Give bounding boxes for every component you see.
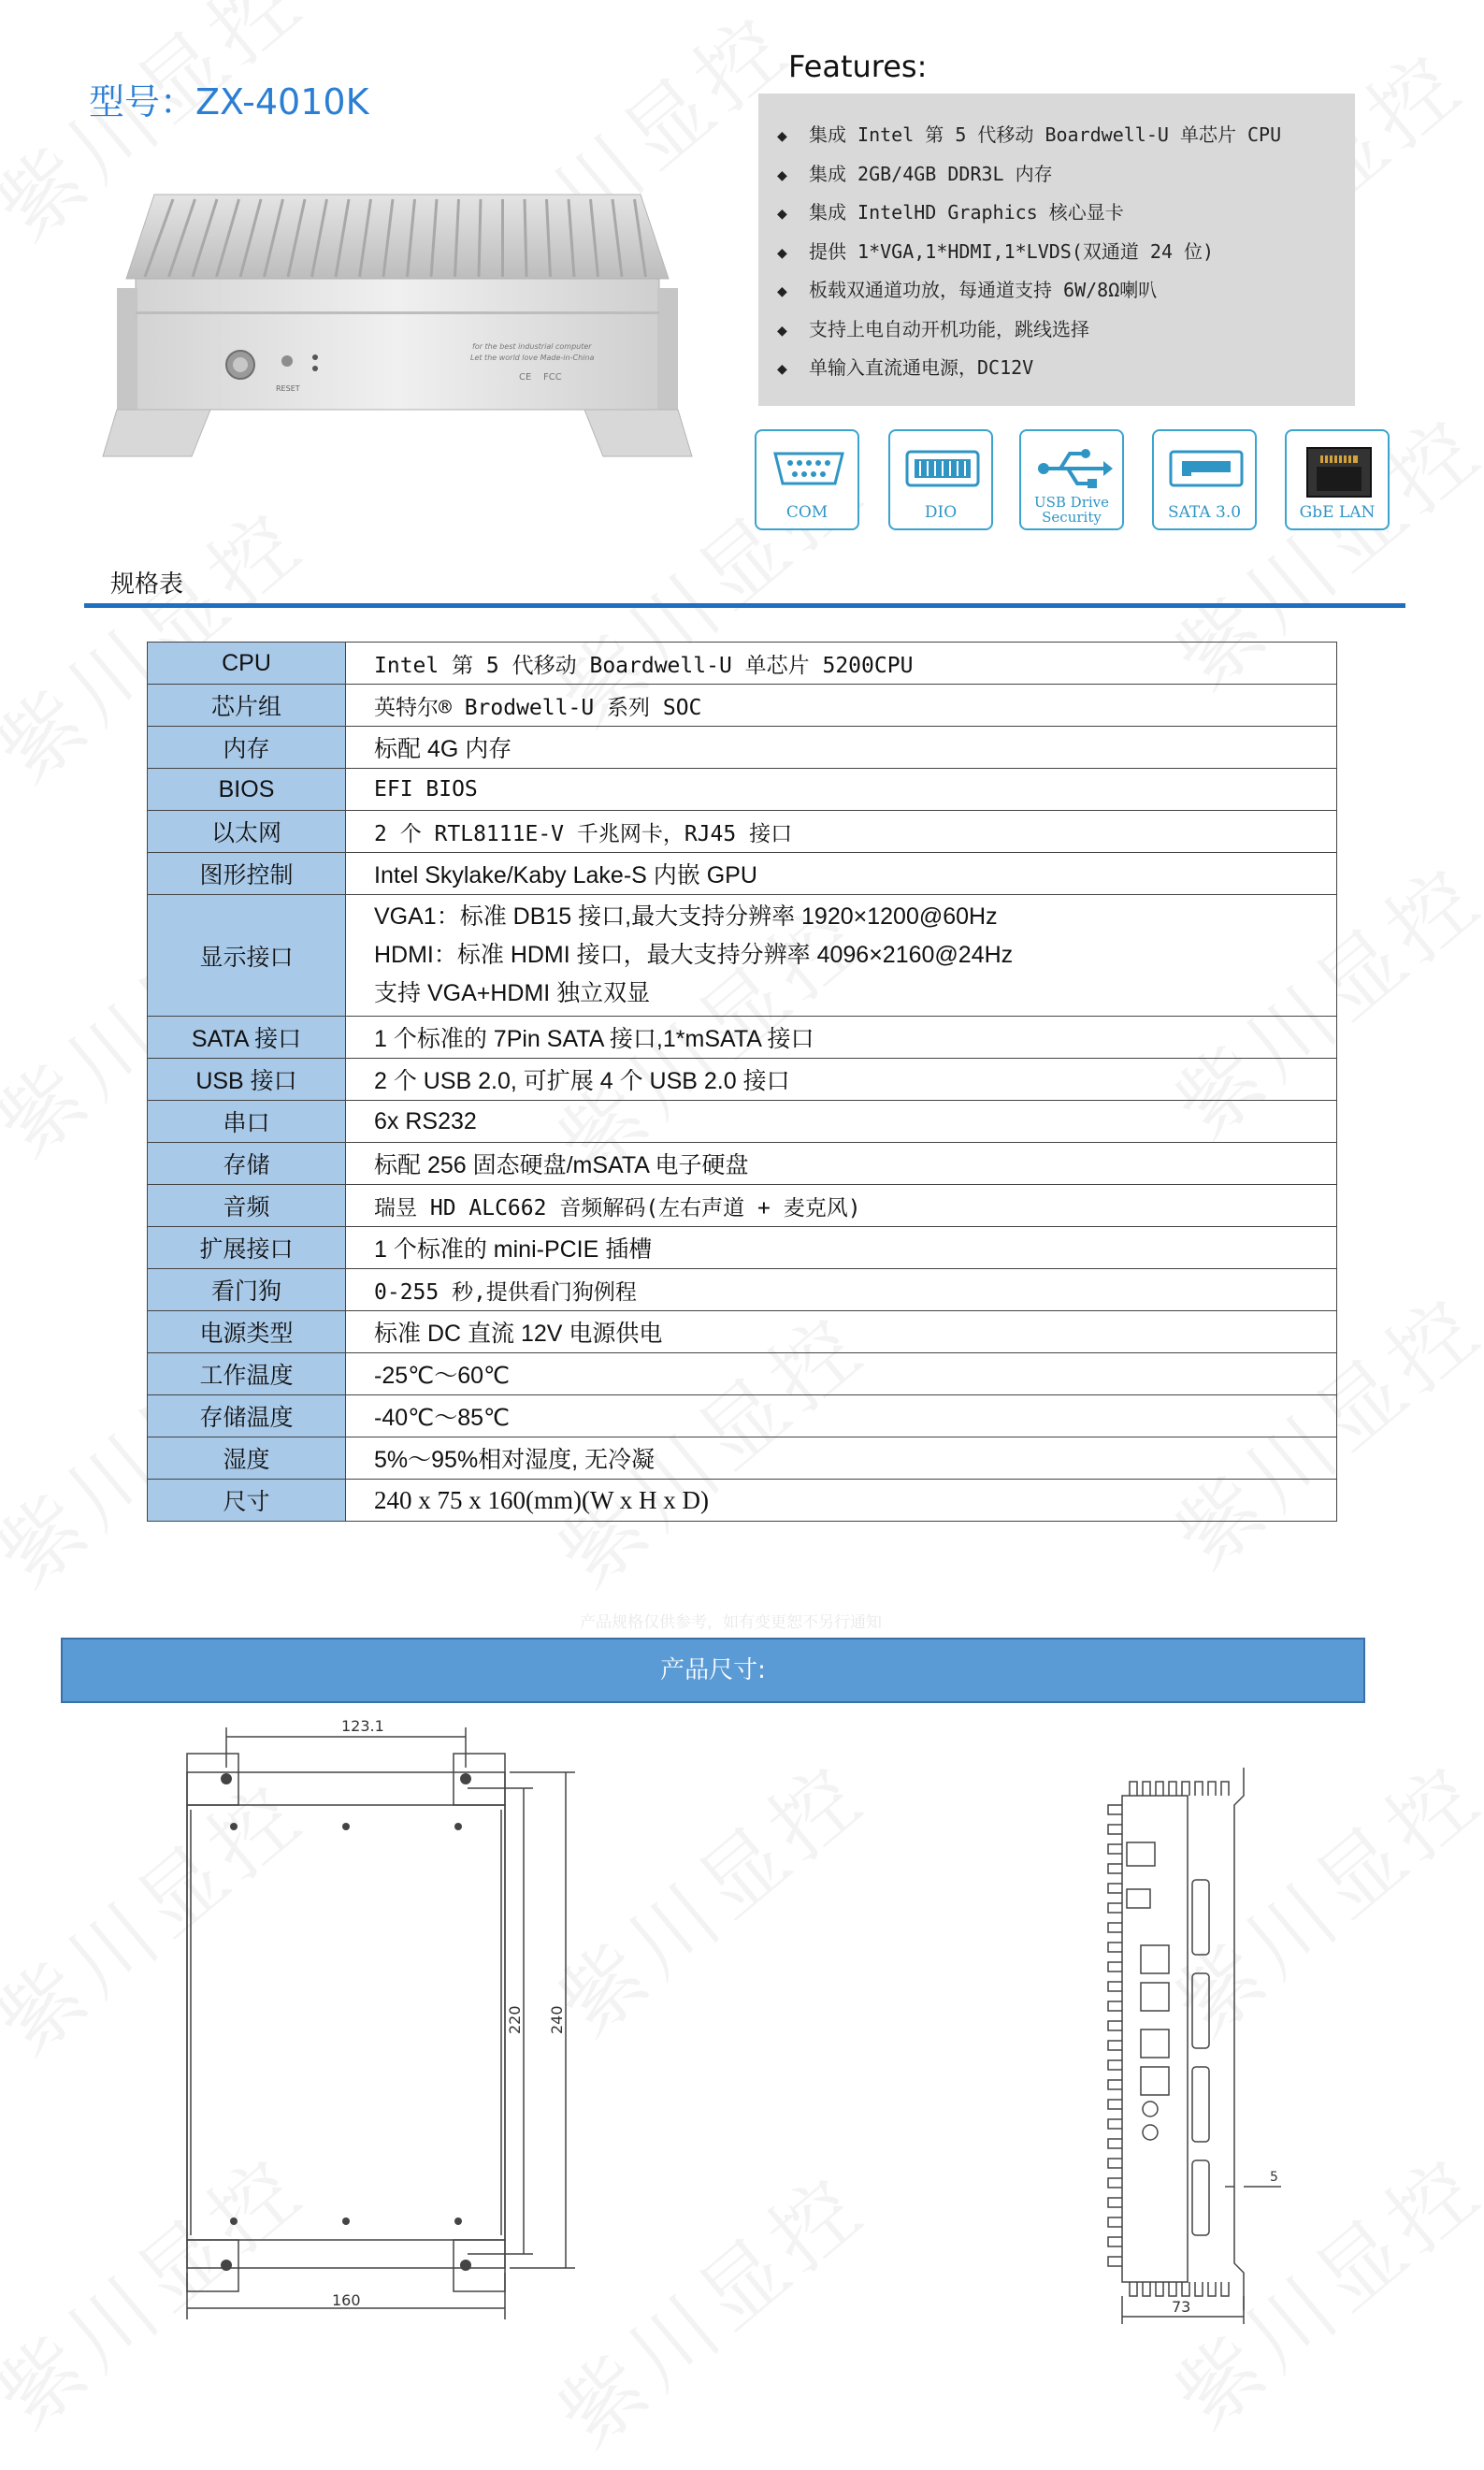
top-view-drawing — [150, 1707, 711, 2329]
spec-row — [148, 1185, 1337, 1227]
spec-row — [148, 811, 1337, 853]
spec-value: 240 x 75 x 160(mm)(W x H x D) — [346, 1480, 1337, 1522]
dim-side-offset: 5 — [1270, 2170, 1278, 2185]
features-title: Features: — [788, 49, 928, 84]
spec-key: 音频 — [148, 1185, 346, 1227]
spec-table — [147, 642, 1337, 1522]
diamond-bullet-icon: ◆ — [777, 126, 787, 146]
dim-bottom-width: 160 — [332, 2291, 361, 2309]
diamond-bullet-icon: ◆ — [777, 242, 787, 263]
ethernet-port-icon — [1300, 444, 1378, 500]
feature-item — [777, 233, 1355, 272]
dimension-banner: 产品尺寸: — [61, 1638, 1365, 1703]
feature-item — [777, 271, 1355, 311]
spec-value: 1 个标准的 mini-PCIE 插槽 — [346, 1227, 1337, 1269]
front-text-2: Let the world love Made-in-China — [470, 354, 595, 362]
feature-item — [777, 194, 1355, 233]
spec-key: 存储温度 — [148, 1395, 346, 1437]
spec-key: 图形控制 — [148, 853, 346, 895]
spec-key: 扩展接口 — [148, 1227, 346, 1269]
diamond-bullet-icon: ◆ — [777, 359, 787, 379]
spec-row — [148, 1017, 1337, 1059]
spec-value: -40℃～85℃ — [346, 1395, 1337, 1437]
spec-key: 工作温度 — [148, 1353, 346, 1395]
feature-item — [777, 116, 1355, 155]
ce-mark: CE — [519, 372, 532, 383]
spec-key: 尺寸 — [148, 1480, 346, 1522]
usb-icon — [1034, 444, 1113, 493]
spec-heading: 规格表 — [110, 571, 184, 599]
spec-divider — [84, 603, 1405, 608]
feature-text: 集成 Intel 第 5 代移动 Boardwell-U 单芯片 CPU — [809, 123, 1282, 146]
serial-port-icon — [770, 444, 848, 493]
spec-key: 显示接口 — [148, 895, 346, 1017]
spec-value-line: HDMI：标准 HDMI 接口，最大支持分辨率 4096×2160@24Hz — [374, 942, 1014, 968]
interface-label: USB Drive Security — [1033, 494, 1110, 526]
interface-lan — [1285, 429, 1390, 530]
spec-value: 5%～95%相对湿度, 无冷凝 — [346, 1437, 1337, 1480]
spec-row — [148, 1480, 1337, 1522]
feature-text: 集成 2GB/4GB DDR3L 内存 — [809, 162, 1053, 185]
features-list — [758, 94, 1355, 388]
disclaimer: 产品规格仅供参考，如有变更恕不另行通知 — [580, 1613, 882, 1632]
spec-key: 存储 — [148, 1143, 346, 1185]
feature-item — [777, 311, 1355, 350]
interface-usb — [1019, 429, 1124, 530]
spec-value: 英特尔® Brodwell-U 系列 SOC — [346, 685, 1337, 727]
spec-row — [148, 1101, 1337, 1143]
spec-value: 标配 256 固态硬盘/mSATA 电子硬盘 — [346, 1143, 1337, 1185]
spec-key: 以太网 — [148, 811, 346, 853]
spec-value: 6x RS232 — [346, 1101, 1337, 1143]
fcc-mark: FCC — [543, 372, 562, 383]
spec-row — [148, 685, 1337, 727]
spec-value: Intel Skylake/Kaby Lake-S 内嵌 GPU — [346, 853, 1337, 895]
model-title: 型号：ZX-4010K — [89, 81, 369, 123]
spec-row — [148, 769, 1337, 811]
dim-inner-height: 220 — [506, 2005, 524, 2034]
spec-value: 1 个标准的 7Pin SATA 接口,1*mSATA 接口 — [346, 1017, 1337, 1059]
spec-key: 看门狗 — [148, 1269, 346, 1311]
dio-connector-icon — [903, 444, 982, 493]
side-view-drawing — [1057, 1758, 1300, 2329]
diamond-bullet-icon: ◆ — [777, 165, 787, 185]
reset-button-icon — [281, 355, 293, 367]
interface-label: SATA 3.0 — [1167, 503, 1242, 522]
spec-value: -25℃～60℃ — [346, 1353, 1337, 1395]
spec-value: EFI BIOS — [346, 769, 1337, 811]
reset-label: RESET — [276, 384, 300, 393]
spec-value: 瑞昱 HD ALC662 音频解码(左右声道 + 麦克风) — [346, 1185, 1337, 1227]
feature-item — [777, 155, 1355, 195]
interface-com — [755, 429, 859, 530]
spec-value: 0-255 秒,提供看门狗例程 — [346, 1269, 1337, 1311]
spec-key: CPU — [148, 643, 346, 685]
spec-key: USB 接口 — [148, 1059, 346, 1101]
spec-value: Intel 第 5 代移动 Boardwell-U 单芯片 5200CPU — [346, 643, 1337, 685]
spec-row — [148, 1227, 1337, 1269]
dim-outer-height: 240 — [548, 2005, 566, 2034]
spec-value: 2 个 RTL8111E-V 千兆网卡，RJ45 接口 — [346, 811, 1337, 853]
interface-dio — [888, 429, 993, 530]
device-photo — [98, 148, 697, 466]
spec-key: 电源类型 — [148, 1311, 346, 1353]
spec-row — [148, 1143, 1337, 1185]
feature-text: 集成 IntelHD Graphics 核心显卡 — [809, 201, 1124, 224]
spec-key: 湿度 — [148, 1437, 346, 1480]
feature-text: 单输入直流通电源，DC12V — [809, 356, 1034, 379]
feature-text: 提供 1*VGA,1*HDMI,1*LVDS(双通道 24 位) — [809, 239, 1215, 263]
spec-row — [148, 853, 1337, 895]
spec-row — [148, 1437, 1337, 1480]
interface-label: COM — [785, 503, 828, 522]
spec-key: 内存 — [148, 727, 346, 769]
spec-value: 标准 DC 直流 12V 电源供电 — [346, 1311, 1337, 1353]
spec-row — [148, 643, 1337, 685]
spec-key: 串口 — [148, 1101, 346, 1143]
spec-value — [346, 895, 1337, 1017]
diamond-bullet-icon: ◆ — [777, 320, 787, 340]
spec-row — [148, 1353, 1337, 1395]
feature-text: 板载双通道功放，每通道支持 6W/8Ω喇叭 — [809, 279, 1158, 301]
spec-row — [148, 1269, 1337, 1311]
spec-value-line: 支持 VGA+HDMI 独立双显 — [374, 980, 651, 1006]
feature-text: 支持上电自动开机功能，跳线选择 — [809, 317, 1089, 340]
diamond-bullet-icon: ◆ — [777, 282, 787, 301]
spec-key: BIOS — [148, 769, 346, 811]
feature-item — [777, 349, 1355, 388]
features-box — [758, 94, 1355, 406]
spec-row — [148, 1311, 1337, 1353]
spec-key: 芯片组 — [148, 685, 346, 727]
sata-icon — [1167, 444, 1246, 493]
spec-row — [148, 1059, 1337, 1101]
spec-row — [148, 1395, 1337, 1437]
dim-side-width: 73 — [1172, 2298, 1191, 2316]
interface-sata — [1152, 429, 1257, 530]
spec-value: 标配 4G 内存 — [346, 727, 1337, 769]
interface-label: GbE LAN — [1299, 503, 1376, 522]
interface-label: DIO — [924, 503, 958, 522]
dim-top-width: 123.1 — [341, 1717, 384, 1735]
front-text-1: for the best industrial computer — [472, 342, 592, 351]
diamond-bullet-icon: ◆ — [777, 204, 787, 224]
spec-row — [148, 727, 1337, 769]
spec-value: 2 个 USB 2.0, 可扩展 4 个 USB 2.0 接口 — [346, 1059, 1337, 1101]
spec-row — [148, 895, 1337, 1017]
spec-key: SATA 接口 — [148, 1017, 346, 1059]
spec-value-line: VGA1：标准 DB15 接口,最大支持分辨率 1920×1200@60Hz — [374, 903, 998, 930]
